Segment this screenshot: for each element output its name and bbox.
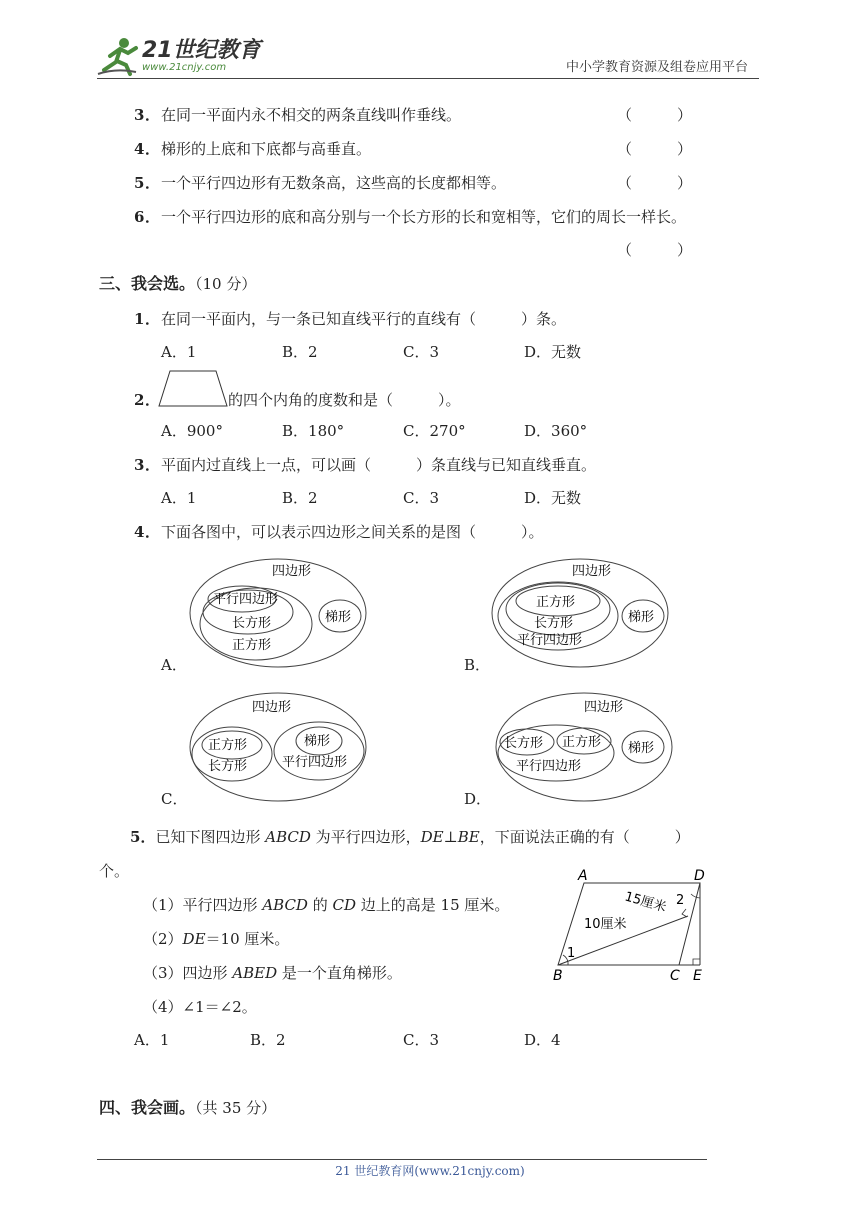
q5-text-a: 已知下图四边形 [155, 828, 266, 846]
q5-statement-2 [143, 929, 289, 949]
q1-option-d: D．无数 [524, 343, 582, 361]
header-rule [97, 78, 759, 79]
s1b: ABCD [262, 896, 308, 914]
dot: ． [145, 523, 161, 541]
venn-d-side: 梯形 [628, 741, 655, 756]
venn-c-outer: 四边形 [252, 700, 292, 715]
s3a: （3）四边形 [143, 964, 233, 982]
dot: ． [140, 828, 156, 846]
fig-angle-1: 1 [567, 946, 576, 961]
venn-d-c: 平行四边形 [516, 759, 582, 774]
footer-rule [97, 1159, 707, 1160]
q1-num: 1 [134, 310, 145, 328]
s2a: （2） [143, 930, 183, 948]
venn-c-left-out: 长方形 [208, 759, 248, 774]
q1-option-a: A．1 [161, 343, 197, 361]
q3-option-a: A．1 [161, 489, 197, 507]
q2-option-b: B．180° [282, 422, 345, 440]
judge-3-text: 在同一平面内永不相交的两条直线叫作垂线。 [161, 106, 462, 124]
section4-score: （共 35 分） [195, 1099, 277, 1117]
judge-5-paren: （ ） [617, 174, 693, 192]
venn-c-left-in: 正方形 [208, 738, 248, 753]
venn-b-l1: 正方形 [536, 595, 576, 610]
venn-a-side: 梯形 [325, 610, 352, 625]
diagram-b-label: B． [464, 656, 491, 674]
venn-b-outer: 四边形 [572, 564, 612, 579]
judge-4-num: 4 [134, 140, 145, 158]
q5-text-c: ，下面说法正确的有（ ） [479, 828, 690, 846]
q3-option-d: D．无数 [524, 489, 582, 507]
fig-label-e: E [693, 968, 702, 983]
dot: ． [145, 208, 161, 226]
judge-3-paren: （ ） [617, 106, 693, 124]
q2-option-c: C．270° [403, 422, 466, 440]
judge-4-paren: （ ） [617, 140, 693, 158]
venn-d-b: 正方形 [562, 735, 602, 750]
dot: ． [145, 174, 161, 192]
fig-label-a: A [578, 868, 588, 884]
diagram-d-label: D． [464, 790, 492, 808]
section3-score: （10 分） [195, 275, 257, 293]
s3c: 是一个直角梯形。 [277, 964, 402, 982]
q1-option-c: C．3 [403, 343, 440, 361]
q3-option-c: C．3 [403, 489, 440, 507]
fig-label-10: 10厘米 [584, 917, 627, 932]
venn-b-l2: 长方形 [534, 616, 574, 631]
q5-option-c: C．3 [403, 1031, 440, 1049]
q5-line [130, 827, 690, 847]
s2c: ＝10 厘米。 [205, 930, 290, 948]
q3-option-b: B．2 [282, 489, 318, 507]
q5-text-b: 为平行四边形， [310, 828, 421, 846]
s1a: （1）平行四边形 [143, 896, 263, 914]
venn-a-l1: 平行四边形 [213, 592, 279, 607]
parallelogram-figure [550, 868, 720, 983]
dot: ． [145, 140, 161, 158]
q1-text: 在同一平面内，与一条已知直线平行的直线有（ ）条。 [161, 310, 567, 328]
judge-5-num: 5 [134, 174, 145, 192]
s3b: ABED [232, 964, 278, 982]
s1d: CD [332, 896, 357, 914]
dot: ． [145, 456, 161, 474]
diagram-a-label: A． [161, 656, 187, 674]
header-right-text: 中小学教育资源及组卷应用平台 [566, 60, 749, 75]
venn-d-a: 长方形 [504, 736, 544, 751]
q5-num: 5 [130, 828, 141, 846]
section4-title [99, 1098, 276, 1118]
venn-c-right-out: 平行四边形 [282, 755, 348, 770]
section4-title-text: 四、我会画。 [99, 1098, 196, 1117]
q5-option-b: B．2 [250, 1031, 286, 1049]
dot: ． [145, 106, 161, 124]
q5-debe: DE⊥BE [420, 828, 480, 846]
q1-option-b: B．2 [282, 343, 318, 361]
section3-title [99, 274, 256, 294]
venn-diagram-c [186, 690, 372, 805]
trapezoid-figure [158, 370, 228, 408]
q2-text: 的四个内角的度数和是（ ）。 [228, 391, 461, 409]
q2-num: 2 [134, 391, 145, 409]
logo-text: 21世纪教育 [142, 38, 261, 63]
venn-diagram-d [492, 690, 678, 805]
q5-option-a: A．1 [134, 1031, 170, 1049]
fig-label-d: D [694, 868, 705, 884]
judge-6-text: 一个平行四边形的底和高分别与一个长方形的长和宽相等，它们的周长一样长。 [161, 208, 687, 226]
venn-a-outer: 四边形 [272, 564, 312, 579]
judge-6-paren: （ ） [617, 241, 693, 259]
venn-b-side: 梯形 [628, 610, 655, 625]
s1c: 的 [307, 896, 333, 914]
judge-4-text: 梯形的上底和下底都与高垂直。 [161, 140, 372, 158]
judge-6-num: 6 [134, 208, 145, 226]
fig-label-b: B [553, 968, 563, 983]
q4-num: 4 [134, 523, 145, 541]
q5-statement-4: （4）∠1＝∠2。 [143, 998, 257, 1016]
footer-text: 21 世纪教育网(www.21cnjy.com) [335, 1164, 525, 1178]
diagram-c-label: C． [161, 790, 188, 808]
q5-statement-1 [143, 895, 509, 915]
venn-diagram-b [488, 556, 674, 671]
q3-num: 3 [134, 456, 145, 474]
fig-angle-2: 2 [676, 893, 685, 908]
dot: ． [145, 391, 161, 409]
s1e: 边上的高是 15 厘米。 [356, 896, 510, 914]
venn-a-l2: 长方形 [232, 616, 272, 631]
q3-text: 平面内过直线上一点，可以画（ ）条直线与已知直线垂直。 [161, 456, 597, 474]
fig-label-c: C [670, 968, 680, 983]
q4-text: 下面各图中，可以表示四边形之间关系的是图（ ）。 [161, 523, 544, 541]
q5-text-cont: 个。 [99, 862, 130, 880]
venn-diagram-a [186, 556, 372, 671]
q2-option-d: D．360° [524, 422, 588, 440]
q5-statement-3 [143, 963, 402, 983]
s2b: DE [182, 930, 206, 948]
section3-title-text: 三、我会选。 [99, 274, 196, 293]
q2-option-a: A．900° [161, 422, 223, 440]
venn-d-outer: 四边形 [584, 700, 624, 715]
venn-a-l3: 正方形 [232, 638, 272, 653]
q5-abcd: ABCD [265, 828, 311, 846]
judge-3-num: 3 [134, 106, 145, 124]
judge-5-text: 一个平行四边形有无数条高，这些高的长度都相等。 [161, 174, 507, 192]
q5-option-d: D．4 [524, 1031, 561, 1049]
dot: ． [145, 310, 161, 328]
venn-c-right-in: 梯形 [304, 734, 331, 749]
fig-label-15: 15厘米 [622, 889, 668, 916]
venn-b-l3: 平行四边形 [517, 633, 583, 648]
logo-url: www.21cnjy.com [142, 62, 227, 73]
